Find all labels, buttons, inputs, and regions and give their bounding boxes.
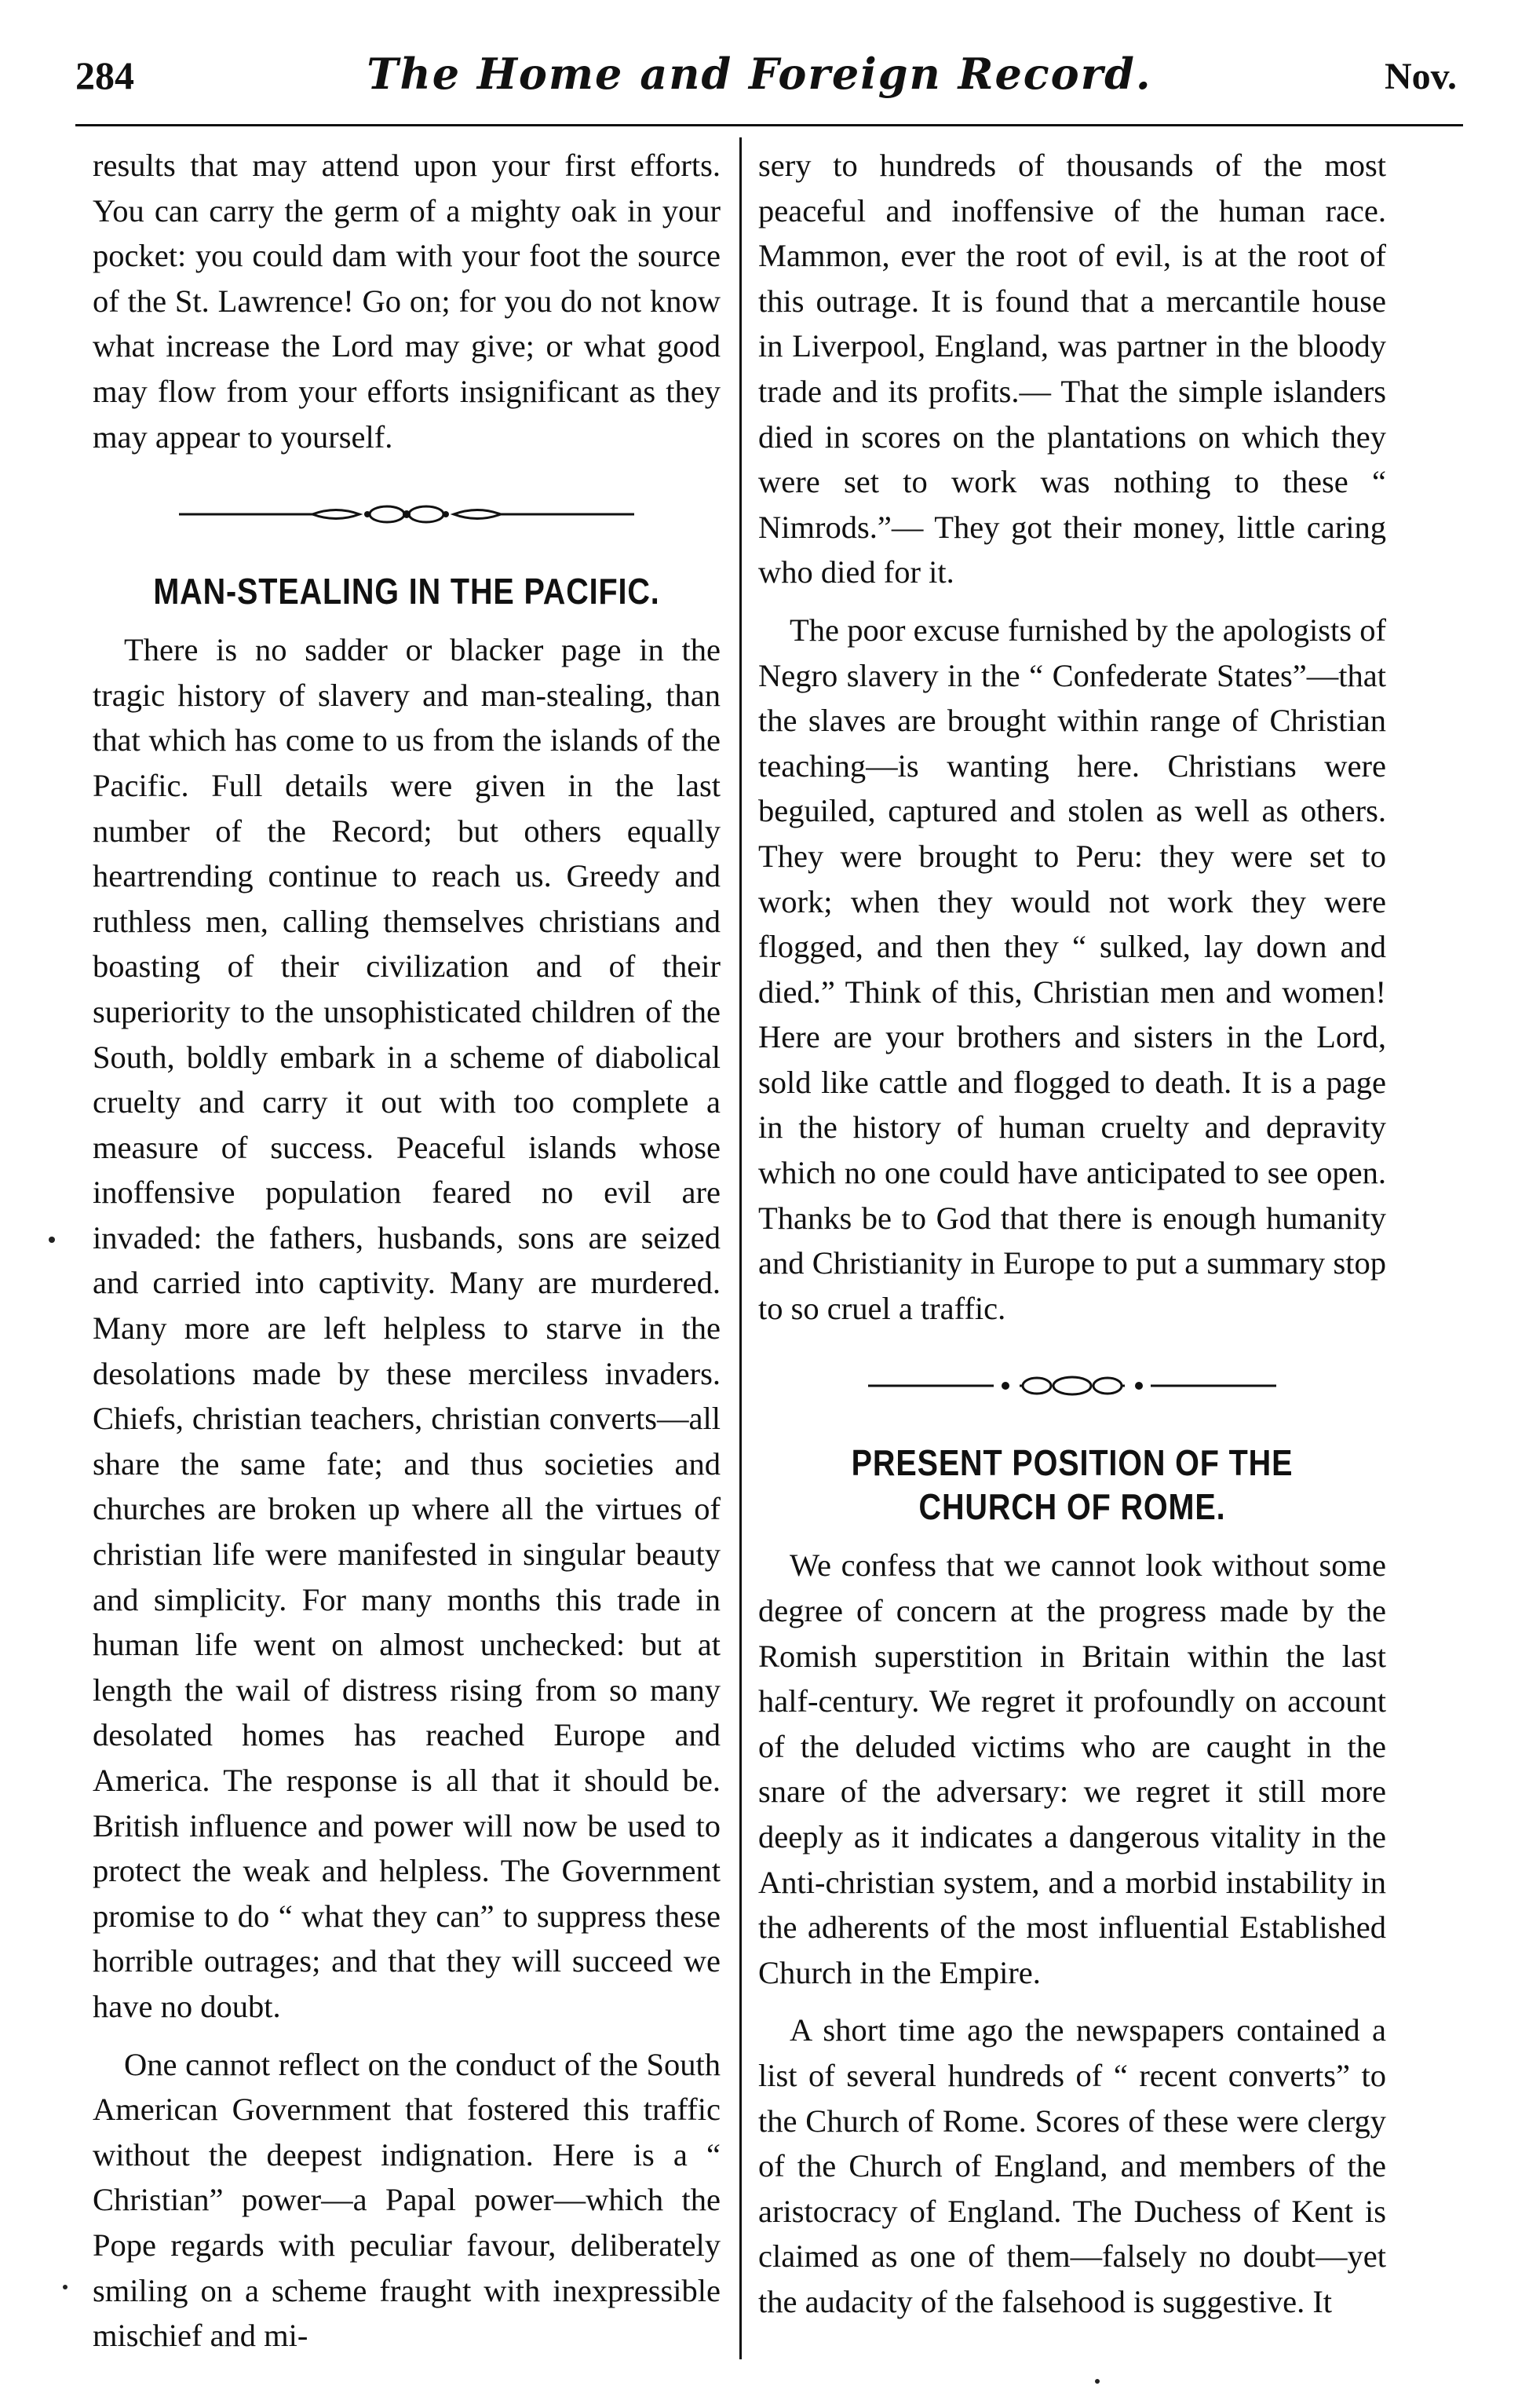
ornamental-rule-icon [93, 491, 721, 538]
ornamental-rule-icon [758, 1362, 1386, 1409]
page-number: 284 [75, 53, 134, 97]
print-speck [63, 2285, 68, 2289]
article-heading: MAN-STEALING IN THE PACIFIC. [153, 571, 660, 612]
left-column [93, 143, 721, 2359]
print-speck [49, 1237, 55, 1243]
article-paragraph: There is no sadder or blacker page in the tragic history of slavery and man-stealing, than that which has come to us from the islands of the Pacific. Full details were given in the last number of the Record; but others equally heartrending continue to reach us. Greedy and ruthless men, calling themselves christians and boasting of their civilization and of their superiority to the unsophisticated children of the South, boldly embark in a scheme of diabolical cruelty and carry it out with too complete a measure of success. Peaceful islands whose inoffensive population feared no evil are invaded: the fathers, husbands, sons are seized and carried into captivity. Many are murdered. Many more are left helpless to starve in the desolations made by these merciless invaders. Chiefs, christian teachers, christian converts—all share the same fate; and thus societies and churches are broken up where all the virtues of christian life were manifested in singular beauty and simplicity. For many months this trade in human life went on almost unchecked: but at length the wail of distress rising from so many desolated homes has reached Europe and America. The response is all that it should be. British influence and power will now be used to protect the weak and helpless. The Government promise to do “ what they can” to suppress these horrible outrages; and that they will succeed we have no doubt. [93, 632, 721, 2024]
continued-paragraph: results that may attend upon your first efforts. You can carry the germ of a mighty oak in your pocket: you could dam with your foot the source of the St. Lawrence! Go on; for you do not know what increase the Lord may give; or what good may flow from your efforts insignificant as they may appear to yourself. [93, 148, 721, 455]
article-heading: PRESENT POSITION OF THE CHURCH OF ROME. [851, 1442, 1294, 1528]
journal-title: The Home and Foreign Record. [367, 49, 1152, 99]
issue-month: Nov. [1384, 56, 1457, 97]
article-paragraph: We confess that we cannot look without some degree of concern at the progress made by the Romish superstition in Britain within the last half-century. We regret it profoundly on account of the deluded victims who are caught in the snare of the adversary: we regret it still more deeply as it indicates a dangerous vitality in the Anti-christian system, and a morbid instability in the adherents of the most influential Established Church in the Empire. [758, 1547, 1386, 1990]
header-rule [75, 124, 1463, 126]
article-paragraph: A short time ago the newspapers contained a list of several hundreds of “ recent converts” to the Church of Rome. Scores of these were clergy of the Church of England, and members of the aristocracy of England. The Duchess of Kent is claimed as one of them—falsely no doubt—yet the audacity of the falsehood is suggestive. It [758, 2012, 1386, 2319]
continued-paragraph: sery to hundreds of thousands of the most peaceful and inoffensive of the human race. Mammon, ever the root of evil, is at the root of this outrage. It is found that a mercantile house in Liverpool, England, was partner in the bloody trade and its profits.— That the simple islanders died in scores on the plantations on which they were set to work was nothing to these “ Nimrods.”— They got their money, little caring who died for it. [758, 148, 1386, 590]
print-speck [1095, 2379, 1100, 2384]
right-column [758, 143, 1386, 2325]
column-divider [739, 137, 742, 2359]
running-head [75, 49, 1457, 111]
article-paragraph: One cannot reflect on the conduct of the South American Government that fostered this traffic without the deepest indignation. Here is a “ Christian” power—a Papal power—which the Pope regards with peculiar favour, deliberately smiling on a scheme fraught with inexpressible mischief and mi- [93, 2046, 721, 2354]
article-paragraph: The poor excuse furnished by the apologists of Negro slavery in the “ Confederate States”—that the slaves are brought within range of Christian teaching—is wanting here. Christians were beguiled, captured and stolen as well as others. They were brought to Peru: they were set to work; when they would not work they were flogged, and then they “ sulked, lay down and died.” Think of this, Christian men and women! Here are your brothers and sisters in the Lord, sold like cattle and flogged to death. It is a page in the history of human cruelty and depravity which no one could have anticipated to see open. Thanks be to God that there is enough humanity and Christianity in Europe to put a summary stop to so cruel a traffic. [758, 612, 1386, 1326]
